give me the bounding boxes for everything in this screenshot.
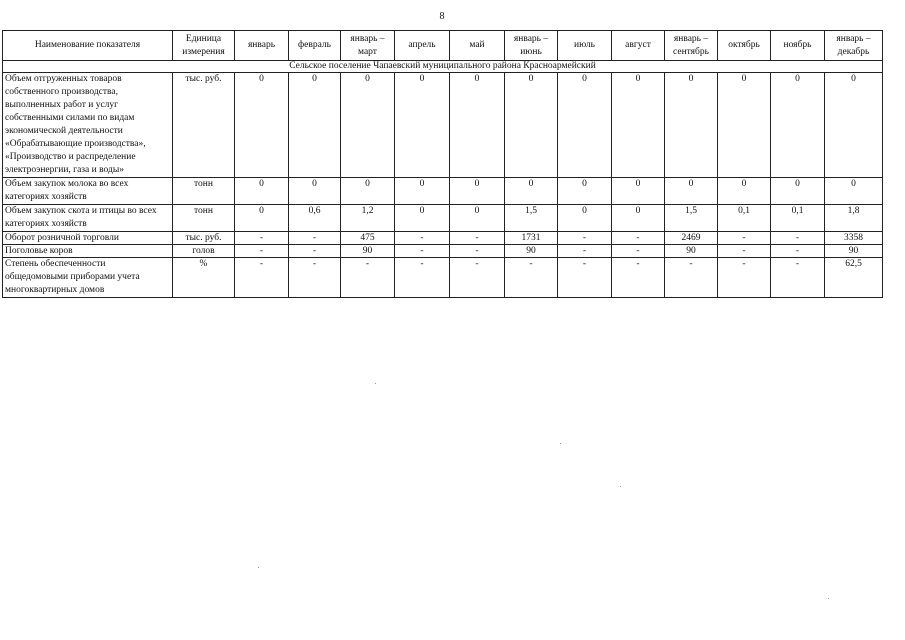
table-row xyxy=(3,73,883,178)
value-cell: - xyxy=(235,258,289,298)
header-period: июль xyxy=(558,31,612,61)
value-cell: 0 xyxy=(665,73,718,178)
value-cell: 0 xyxy=(718,73,771,178)
header-period: январь – март xyxy=(341,31,395,61)
scan-speck xyxy=(258,567,259,568)
table-row xyxy=(3,178,883,205)
indicator-cell: Объем закупок скота и птицы во всех категориях хозяйств xyxy=(3,205,173,232)
value-cell: 0,1 xyxy=(718,205,771,232)
value-cell: 0 xyxy=(235,73,289,178)
header-unit: Единица измерения xyxy=(173,31,235,61)
value-cell: 90 xyxy=(665,245,718,258)
value-cell: 0 xyxy=(612,73,665,178)
value-cell: 0 xyxy=(235,178,289,205)
header-period: ноябрь xyxy=(771,31,825,61)
value-cell: - xyxy=(771,232,825,245)
value-cell: - xyxy=(395,232,450,245)
value-cell: - xyxy=(289,258,341,298)
header-period: февраль xyxy=(289,31,341,61)
table-row xyxy=(3,205,883,232)
value-cell: 0 xyxy=(450,178,505,205)
value-cell: 90 xyxy=(825,245,883,258)
value-cell: 0,1 xyxy=(771,205,825,232)
value-cell: 0 xyxy=(825,73,883,178)
value-cell: - xyxy=(612,258,665,298)
value-cell: - xyxy=(665,258,718,298)
value-cell: - xyxy=(450,258,505,298)
value-cell: - xyxy=(395,245,450,258)
value-cell: - xyxy=(450,245,505,258)
scan-speck xyxy=(620,486,621,487)
value-cell: - xyxy=(558,232,612,245)
value-cell: 2469 xyxy=(665,232,718,245)
value-cell: 1,2 xyxy=(341,205,395,232)
value-cell: 0 xyxy=(450,205,505,232)
value-cell: 0 xyxy=(825,178,883,205)
value-cell: - xyxy=(558,245,612,258)
header-row xyxy=(3,31,883,61)
header-period: май xyxy=(450,31,505,61)
value-cell: - xyxy=(289,232,341,245)
value-cell: - xyxy=(450,232,505,245)
value-cell: 0 xyxy=(771,178,825,205)
value-cell: - xyxy=(235,232,289,245)
value-cell: 3358 xyxy=(825,232,883,245)
value-cell: 1731 xyxy=(505,232,558,245)
value-cell: 0 xyxy=(612,178,665,205)
unit-cell: тонн xyxy=(173,205,235,232)
value-cell: - xyxy=(612,232,665,245)
value-cell: 0 xyxy=(450,73,505,178)
table-row xyxy=(3,232,883,245)
value-cell: - xyxy=(771,258,825,298)
value-cell: - xyxy=(235,245,289,258)
table-row xyxy=(3,258,883,298)
header-period: январь xyxy=(235,31,289,61)
value-cell: 0 xyxy=(395,178,450,205)
value-cell: 0 xyxy=(235,205,289,232)
value-cell: 0 xyxy=(289,178,341,205)
indicator-cell: Оборот розничной торговли xyxy=(3,232,173,245)
header-period: январь – декабрь xyxy=(825,31,883,61)
unit-cell: % xyxy=(173,258,235,298)
value-cell: 0 xyxy=(395,205,450,232)
value-cell: 0 xyxy=(395,73,450,178)
value-cell: 0 xyxy=(341,73,395,178)
indicator-cell: Поголовье коров xyxy=(3,245,173,258)
section-row xyxy=(3,61,883,73)
header-period: январь – июнь xyxy=(505,31,558,61)
value-cell: 0 xyxy=(341,178,395,205)
value-cell: 0 xyxy=(558,178,612,205)
value-cell: 0 xyxy=(718,178,771,205)
value-cell: - xyxy=(558,258,612,298)
value-cell: 0 xyxy=(289,73,341,178)
value-cell: - xyxy=(395,258,450,298)
value-cell: - xyxy=(505,258,558,298)
section-title: Сельское поселение Чапаевский муниципального района Красноармейский xyxy=(3,61,883,73)
value-cell: 0 xyxy=(558,73,612,178)
value-cell: - xyxy=(718,245,771,258)
unit-cell: голов xyxy=(173,245,235,258)
header-period: январь – сентябрь xyxy=(665,31,718,61)
scan-speck xyxy=(560,443,561,444)
value-cell: 1,8 xyxy=(825,205,883,232)
unit-cell: тонн xyxy=(173,178,235,205)
value-cell: 90 xyxy=(505,245,558,258)
value-cell: - xyxy=(341,258,395,298)
scan-speck xyxy=(828,598,829,599)
indicator-cell: Объем закупок молока во всех категориях хозяйств xyxy=(3,178,173,205)
header-indicator: Наименование показателя xyxy=(3,31,173,61)
report-table xyxy=(2,30,883,298)
value-cell: 0 xyxy=(771,73,825,178)
value-cell: 0 xyxy=(665,178,718,205)
unit-cell: тыс. руб. xyxy=(173,232,235,245)
value-cell: - xyxy=(612,245,665,258)
page-number: 8 xyxy=(439,11,445,22)
value-cell: 475 xyxy=(341,232,395,245)
indicator-cell: Степень обеспеченности общедомовыми приборами учета многоквартирных домов xyxy=(3,258,173,298)
header-period: апрель xyxy=(395,31,450,61)
unit-cell: тыс. руб. xyxy=(173,73,235,178)
value-cell: 0 xyxy=(505,178,558,205)
header-period: октябрь xyxy=(718,31,771,61)
indicator-cell: Объем отгруженных товаров собственного производства, выполненных работ и услуг собственными силами по видам экономической деятельности «Обрабатывающие производства», «Производство и распределение электроэнергии, газа и воды» xyxy=(3,73,173,178)
header-period: август xyxy=(612,31,665,61)
value-cell: 1,5 xyxy=(505,205,558,232)
table-row xyxy=(3,245,883,258)
value-cell: - xyxy=(289,245,341,258)
value-cell: 1,5 xyxy=(665,205,718,232)
value-cell: 0 xyxy=(505,73,558,178)
value-cell: 90 xyxy=(341,245,395,258)
value-cell: - xyxy=(771,245,825,258)
value-cell: 0,6 xyxy=(289,205,341,232)
value-cell: 0 xyxy=(558,205,612,232)
value-cell: - xyxy=(718,232,771,245)
value-cell: 62,5 xyxy=(825,258,883,298)
value-cell: 0 xyxy=(612,205,665,232)
scan-speck xyxy=(375,383,376,384)
value-cell: - xyxy=(718,258,771,298)
